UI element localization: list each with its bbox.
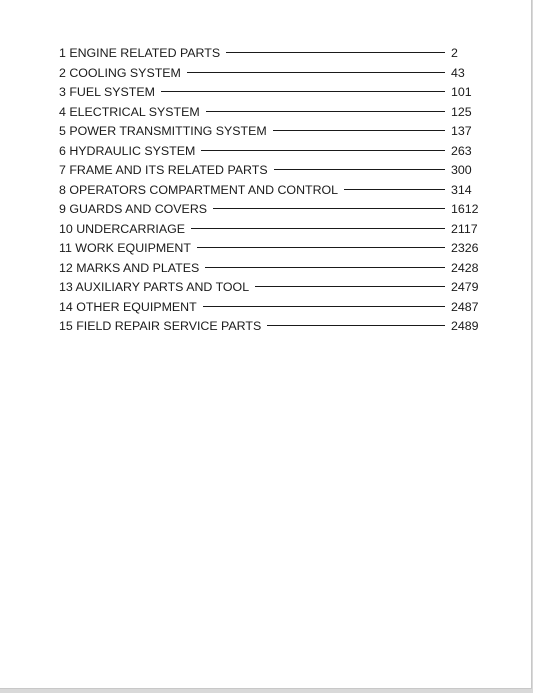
toc-entry-title: 1 ENGINE RELATED PARTS xyxy=(59,46,221,60)
toc-entry-title: 8 OPERATORS COMPARTMENT AND CONTROL xyxy=(59,182,339,197)
toc-entry[interactable] xyxy=(59,122,479,142)
toc-leader-line xyxy=(203,306,445,307)
toc-entry-title: 13 AUXILIARY PARTS AND TOOL xyxy=(59,280,250,294)
toc-entry[interactable] xyxy=(59,298,479,318)
toc-entry-page: 43 xyxy=(451,65,465,80)
toc-leader-line xyxy=(255,286,445,287)
toc-entry-title: 15 FIELD REPAIR SERVICE PARTS xyxy=(59,319,262,333)
toc-entry-title: 3 FUEL SYSTEM xyxy=(59,85,155,99)
toc-leader-line xyxy=(197,247,445,248)
toc-leader-line xyxy=(273,130,445,131)
toc-entry[interactable] xyxy=(59,259,479,279)
toc-entry-title: 6 HYDRAULIC SYSTEM xyxy=(59,143,196,158)
toc-leader-line xyxy=(206,111,445,112)
toc-entry[interactable] xyxy=(59,278,479,298)
toc-entry-page: 2326 xyxy=(451,241,479,255)
toc-entry-page: 263 xyxy=(451,143,472,158)
toc-leader-line xyxy=(187,72,445,73)
toc-entry[interactable] xyxy=(59,239,479,259)
toc-entry[interactable] xyxy=(59,181,479,201)
toc-leader-line xyxy=(213,208,445,209)
toc-entry-title: 12 MARKS AND PLATES xyxy=(59,260,200,275)
toc-entry-title: 4 ELECTRICAL SYSTEM xyxy=(59,104,200,119)
toc-entry[interactable] xyxy=(59,142,479,162)
toc-entry-page: 2117 xyxy=(451,221,478,236)
toc-entry-title: 9 GUARDS AND COVERS xyxy=(59,202,208,216)
toc-entry-page: 2489 xyxy=(451,319,479,333)
toc-leader-line xyxy=(274,169,445,170)
toc-leader-line xyxy=(205,267,445,268)
toc-leader-line xyxy=(267,325,445,326)
toc-leader-line xyxy=(201,150,445,151)
toc-entry[interactable] xyxy=(59,103,479,123)
toc-entry[interactable] xyxy=(59,44,479,64)
table-of-contents xyxy=(59,44,479,337)
toc-entry-page: 101 xyxy=(451,85,472,99)
toc-entry-page: 137 xyxy=(451,124,472,138)
toc-entry-page: 2479 xyxy=(451,280,479,294)
toc-entry-title: 11 WORK EQUIPMENT xyxy=(59,241,191,255)
toc-entry-page: 314 xyxy=(451,182,472,197)
toc-entry[interactable] xyxy=(59,161,479,181)
toc-entry-title: 14 OTHER EQUIPMENT xyxy=(59,299,197,314)
toc-entry[interactable] xyxy=(59,317,479,337)
toc-entry-page: 2428 xyxy=(451,260,479,275)
toc-entry[interactable] xyxy=(59,83,479,103)
toc-entry-page: 300 xyxy=(451,163,472,177)
toc-entry[interactable] xyxy=(59,64,479,84)
toc-entry-page: 2 xyxy=(451,46,458,60)
toc-entry[interactable] xyxy=(59,200,479,220)
toc-entry-title: 10 UNDERCARRIAGE xyxy=(59,221,185,236)
toc-leader-line xyxy=(344,189,445,190)
toc-entry[interactable] xyxy=(59,220,479,240)
toc-entry-title: 2 COOLING SYSTEM xyxy=(59,65,181,80)
toc-leader-line xyxy=(161,91,445,92)
toc-entry-page: 125 xyxy=(451,104,472,119)
toc-entry-title: 7 FRAME AND ITS RELATED PARTS xyxy=(59,163,268,177)
toc-entry-page: 1612 xyxy=(451,202,479,216)
toc-leader-line xyxy=(226,52,445,53)
toc-entry-page: 2487 xyxy=(451,299,479,314)
toc-leader-line xyxy=(191,228,445,229)
toc-entry-title: 5 POWER TRANSMITTING SYSTEM xyxy=(59,124,267,138)
